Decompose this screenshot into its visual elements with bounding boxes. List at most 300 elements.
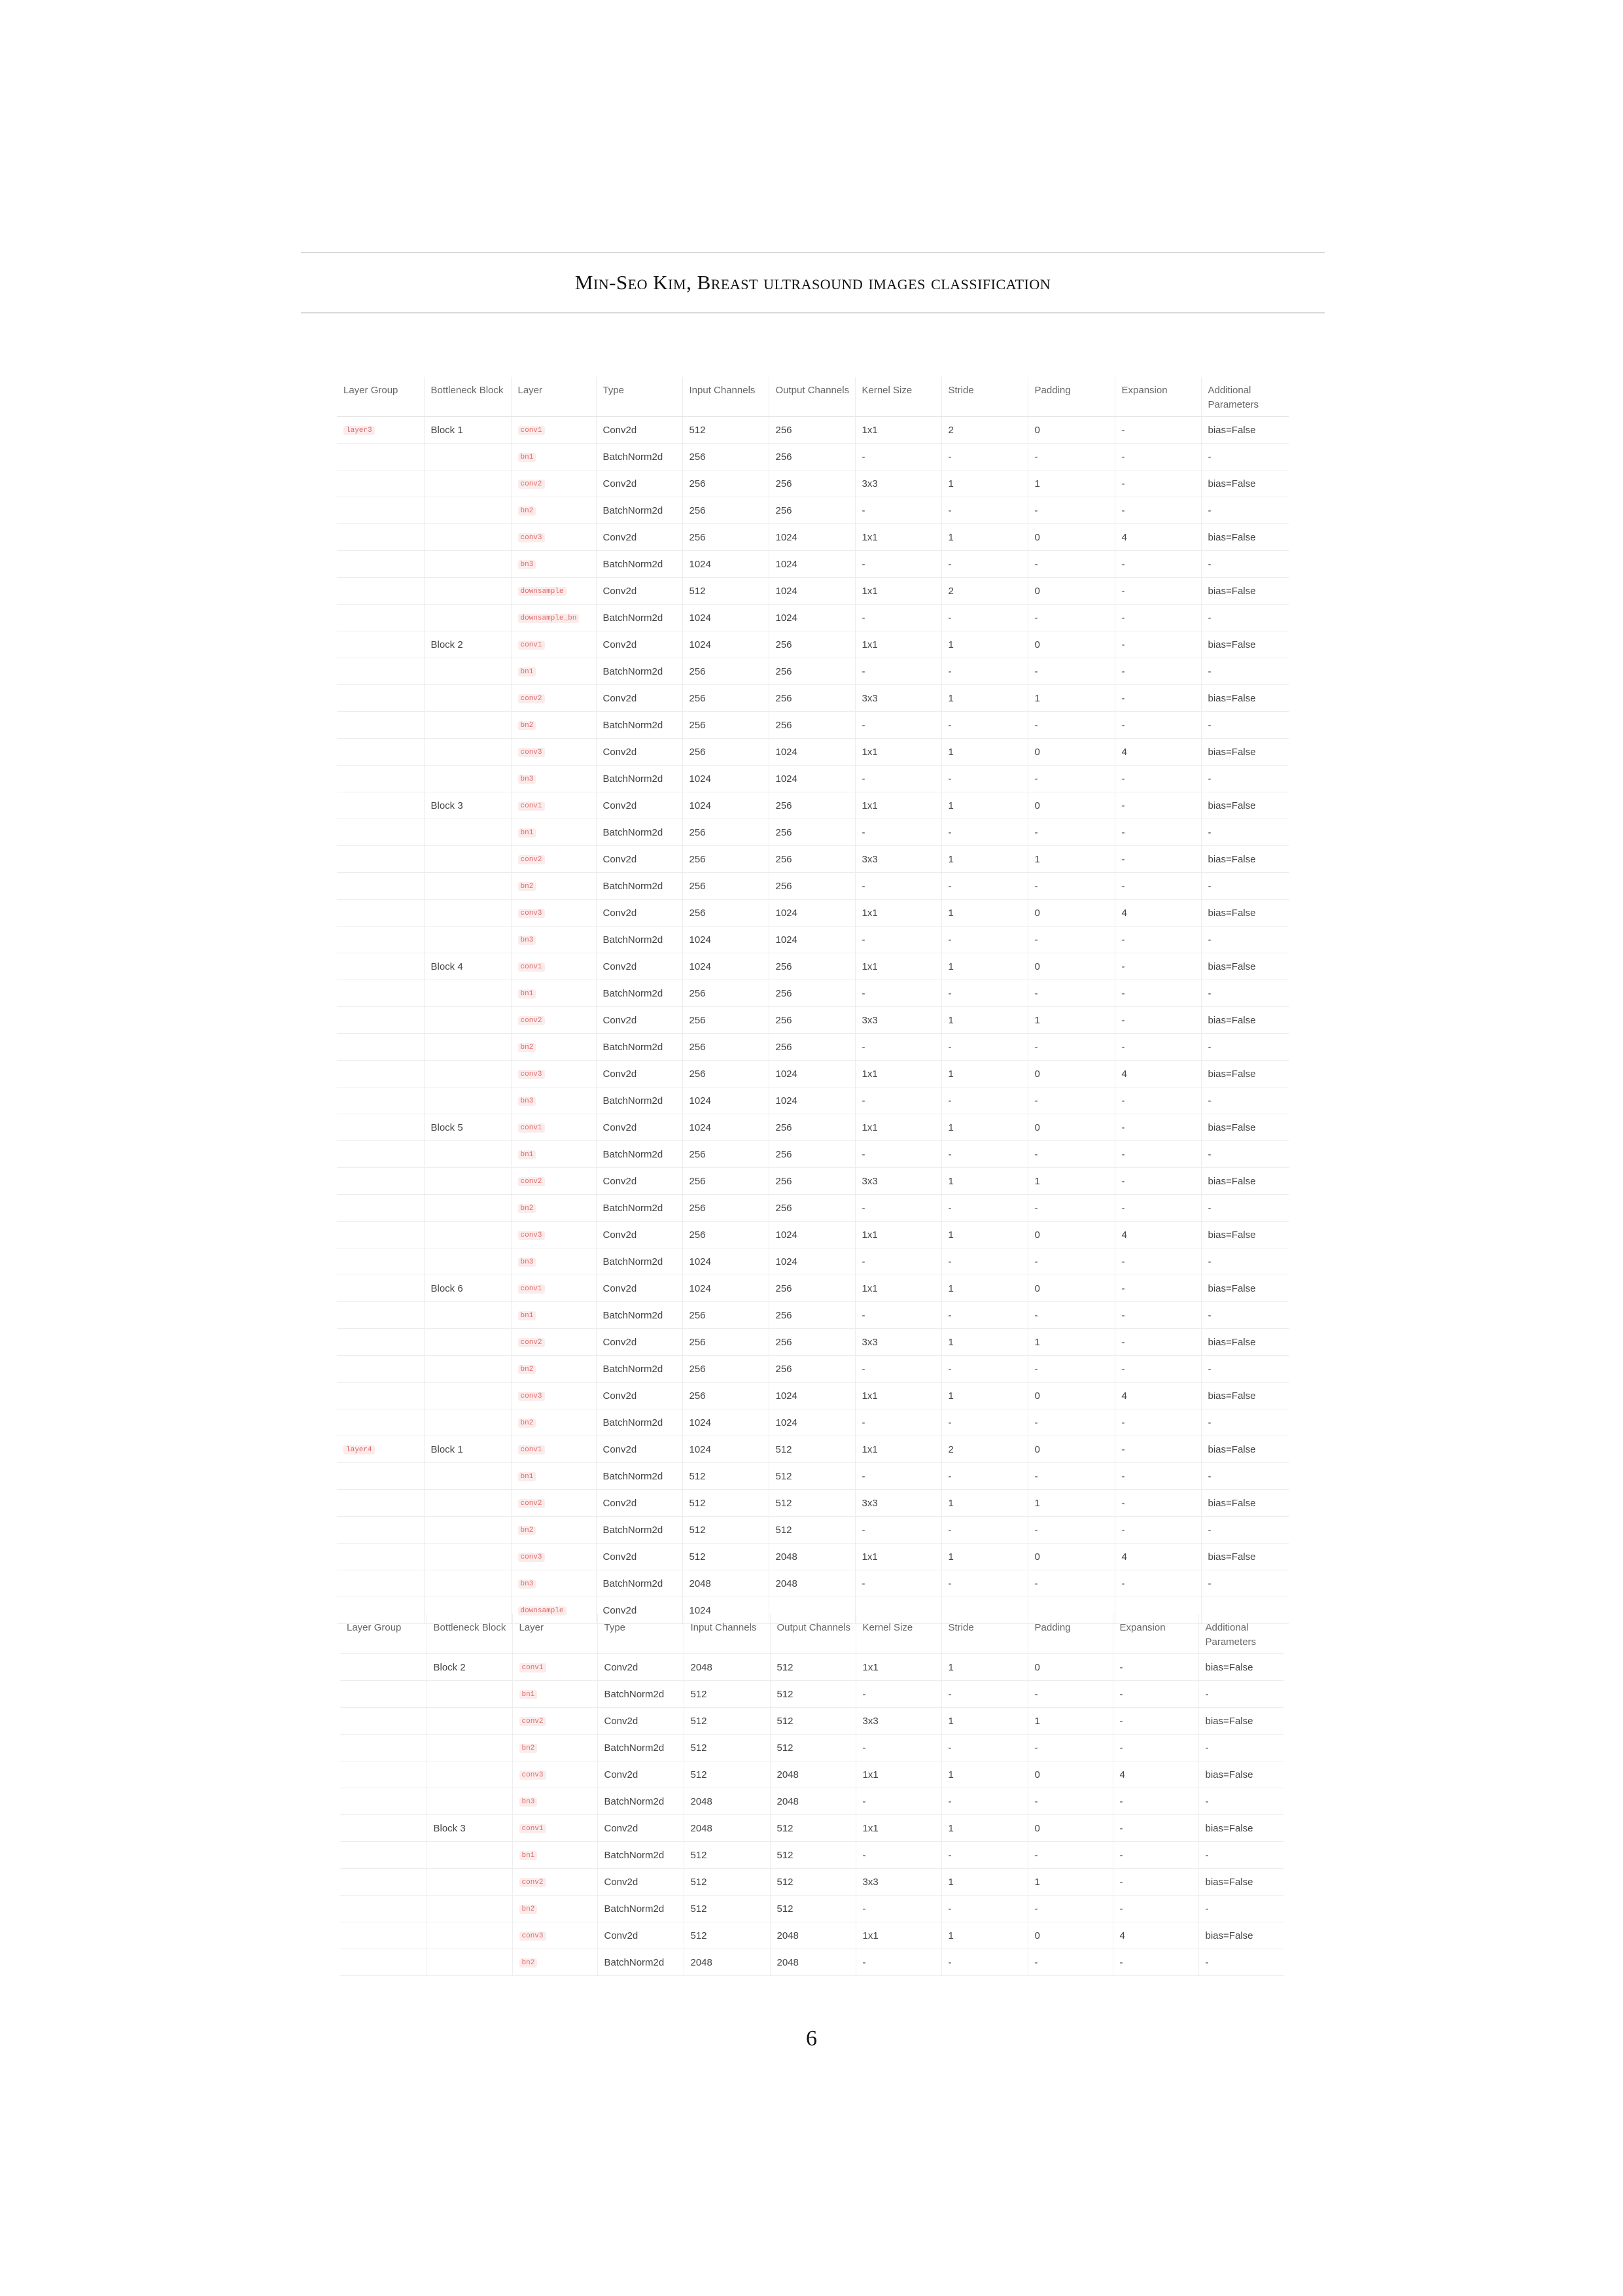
table-cell: - [1201,1570,1289,1597]
table-cell [337,497,424,524]
table-cell: - [1198,1949,1283,1976]
table-cell: Conv2d [596,1168,682,1195]
table-row [337,1383,1289,1409]
table-row [337,497,1289,524]
table-cell [512,1735,597,1761]
table-row [340,1681,1283,1708]
table-cell: - [1201,551,1289,578]
table-row [337,1222,1289,1248]
table-cell: 256 [769,444,855,470]
table-cell: 512 [682,578,769,605]
table-cell [337,658,424,685]
table-cell [424,1087,511,1114]
table-cell: Block 1 [424,417,511,444]
table-cell: 1 [1028,1490,1115,1517]
table-cell: - [1115,685,1201,712]
layer-name-tag: bn2 [518,721,536,730]
table-cell [427,1735,512,1761]
table-cell [511,444,596,470]
table-cell [424,1302,511,1329]
table-cell: Conv2d [596,1597,682,1624]
table-cell: 256 [682,819,769,846]
table-cell [424,551,511,578]
table-cell [337,524,424,551]
table-cell: - [1115,605,1201,631]
table-cell: Conv2d [596,417,682,444]
layer-name-tag: conv1 [518,1123,545,1133]
table-row [337,953,1289,980]
layer-name-tag: bn1 [518,453,536,462]
table-cell: bias=False [1201,524,1289,551]
table-cell: - [941,927,1028,953]
table-cell: 256 [682,1168,769,1195]
table-cell: - [855,551,941,578]
table-cell [512,1869,597,1896]
table-row [337,712,1289,739]
table-cell: - [941,1788,1028,1815]
table-cell: BatchNorm2d [596,873,682,900]
table-cell [424,470,511,497]
table-cell: - [941,1949,1028,1976]
table-cell [424,1034,511,1061]
table-cell [337,766,424,792]
table-cell [511,578,596,605]
table-cell: 1 [941,1708,1028,1735]
table-cell [511,1248,596,1275]
table-cell: 256 [682,1061,769,1087]
table-cell: 256 [769,658,855,685]
layer-name-tag: conv3 [518,1392,545,1401]
table-cell: 1 [941,1383,1028,1409]
table-row [337,444,1289,470]
layer-name-tag: bn1 [518,828,536,838]
table-row [337,792,1289,819]
table-cell: 1x1 [855,631,941,658]
table-cell: 4 [1115,739,1201,766]
table-cell: 3x3 [855,1007,941,1034]
table-cell: bias=False [1198,1654,1283,1681]
column-header: Kernel Size [855,377,941,417]
table-cell: Conv2d [596,1383,682,1409]
table-cell: 256 [769,497,855,524]
table-cell: 512 [682,1544,769,1570]
table-cell [424,605,511,631]
table-cell: 256 [682,497,769,524]
table-cell: Conv2d [596,1061,682,1087]
table-cell: bias=False [1201,1436,1289,1463]
table-cell: 1024 [769,605,855,631]
table-cell: 1x1 [855,578,941,605]
table-cell [511,1490,596,1517]
column-header: Layer Group [340,1614,427,1654]
table-cell: 1x1 [855,1436,941,1463]
table-cell [511,1195,596,1222]
table-cell: 1024 [769,739,855,766]
table-cell: 2048 [769,1570,855,1597]
table-cell [337,470,424,497]
table-row [337,1570,1289,1597]
table-cell: - [941,497,1028,524]
layer-name-tag: bn2 [518,1526,536,1535]
table-row [340,1708,1283,1735]
table-row [337,1141,1289,1168]
table-cell: 0 [1028,631,1115,658]
table-cell: 512 [769,1517,855,1544]
table-cell: - [941,1195,1028,1222]
running-title: Min-Seo Kim, Breast ultrasound images classification [574,271,1051,294]
column-header: Expansion [1113,1614,1198,1654]
layer-name-tag: bn2 [518,1419,536,1428]
table-cell: 1024 [682,605,769,631]
table-cell: - [1115,1302,1201,1329]
table-cell [337,551,424,578]
table-cell [424,1222,511,1248]
table-cell: 4 [1115,1383,1201,1409]
table-cell: Conv2d [597,1708,684,1735]
table-cell: 256 [682,1329,769,1356]
table-cell: 256 [682,846,769,873]
table-row [340,1735,1283,1761]
table-cell: - [1028,819,1115,846]
table-cell: 0 [1028,739,1115,766]
table-cell: - [1201,873,1289,900]
layer-name-tag: bn2 [518,1204,536,1213]
table-cell: - [941,1248,1028,1275]
table-row [337,1275,1289,1302]
table-cell: - [1201,766,1289,792]
table-cell: - [855,927,941,953]
table-cell [337,1061,424,1087]
layer-name-tag: conv2 [519,1878,546,1887]
table-cell: 1x1 [855,792,941,819]
table-cell: - [1201,819,1289,846]
table-cell: 2048 [769,1544,855,1570]
table-row [340,1654,1283,1681]
table-cell [340,1708,427,1735]
table-cell [424,873,511,900]
table-cell: - [1115,1275,1201,1302]
table-cell [511,1222,596,1248]
table-cell: 256 [682,739,769,766]
table-cell: - [1115,980,1201,1007]
table-cell: - [855,712,941,739]
table-cell: - [1028,873,1115,900]
table-cell [511,846,596,873]
layer-name-tag: conv3 [518,1231,545,1240]
table-cell: - [941,551,1028,578]
table-cell: 2048 [684,1788,770,1815]
table-cell: 1 [941,1490,1028,1517]
table-cell: - [941,873,1028,900]
table-cell: 1 [941,631,1028,658]
table-cell [337,1275,424,1302]
table-cell: - [1115,819,1201,846]
table-cell [337,980,424,1007]
table-cell: - [1115,846,1201,873]
table-row [337,819,1289,846]
table-cell [424,1061,511,1087]
table-cell: 1024 [769,1087,855,1114]
table-cell: 2 [941,1436,1028,1463]
table-body [337,417,1289,1624]
table-cell: - [1028,1463,1115,1490]
layer-name-tag: conv3 [518,533,545,542]
layer-group-tag: layer4 [343,1445,375,1455]
table-cell: 512 [769,1463,855,1490]
table-cell: - [855,766,941,792]
table-cell: - [1115,1114,1201,1141]
table-cell: bias=False [1201,1007,1289,1034]
table-cell: Conv2d [596,578,682,605]
table-cell: - [1113,1735,1198,1761]
table-cell [511,819,596,846]
table-cell: - [941,1087,1028,1114]
table-cell: 1 [941,739,1028,766]
layer-name-tag: bn3 [518,775,536,784]
table-cell: 1024 [769,524,855,551]
table-cell: - [1028,927,1115,953]
table-cell: 512 [684,1842,770,1869]
table-cell: - [941,1570,1028,1597]
table-cell [424,900,511,927]
table-cell [337,1302,424,1329]
table-cell [424,1409,511,1436]
table-cell: Block 4 [424,953,511,980]
table-cell: - [1115,953,1201,980]
table-cell [340,1896,427,1922]
table-cell: 1024 [769,1409,855,1436]
table-cell: - [1113,1654,1198,1681]
layer-name-tag: bn3 [518,1258,536,1267]
table-cell [337,819,424,846]
table-cell [424,1195,511,1222]
table-cell: 256 [769,819,855,846]
table-cell: - [856,1735,941,1761]
table-cell: BatchNorm2d [596,1302,682,1329]
table-cell: 4 [1113,1761,1198,1788]
table-cell [337,1570,424,1597]
column-header: Layer [511,377,596,417]
table-cell: Block 3 [427,1815,512,1842]
table-cell: 256 [682,658,769,685]
table-cell: - [1201,1356,1289,1383]
table-cell [337,1222,424,1248]
table-cell [424,685,511,712]
table-cell [511,658,596,685]
column-header: Input Channels [684,1614,770,1654]
table-cell: 1 [941,1329,1028,1356]
layer-name-tag: bn1 [518,1311,536,1320]
table-cell [424,1383,511,1409]
table-cell: Conv2d [596,524,682,551]
column-header: Type [597,1614,684,1654]
column-header: Bottleneck Block [427,1614,512,1654]
table-cell: 1 [941,900,1028,927]
table-cell: bias=False [1201,1544,1289,1570]
table-cell: 1 [941,1168,1028,1195]
table-cell: BatchNorm2d [596,444,682,470]
running-header [301,252,1325,313]
table-cell [511,1141,596,1168]
table-cell: - [1198,1788,1283,1815]
table-cell: 1 [941,1815,1028,1842]
table-cell: 512 [770,1869,856,1896]
table-cell: 0 [1028,1654,1113,1681]
table-cell: 1x1 [855,1222,941,1248]
table-cell: Conv2d [596,1490,682,1517]
table-cell: 1x1 [855,953,941,980]
table-row [337,551,1289,578]
table-cell: bias=False [1201,1383,1289,1409]
table-cell: - [941,1842,1028,1869]
table-cell: 256 [769,1329,855,1356]
table-cell: 256 [682,470,769,497]
table-cell: 512 [770,1896,856,1922]
table-cell [424,1007,511,1034]
table-row [337,524,1289,551]
table-cell: 0 [1028,1114,1115,1141]
table-row [340,1949,1283,1976]
table-cell: - [1028,658,1115,685]
table-cell [340,1842,427,1869]
table-cell: - [1028,497,1115,524]
table-cell: - [855,1248,941,1275]
layer-name-tag: conv1 [518,1284,545,1294]
table-cell: 0 [1028,900,1115,927]
table-cell [511,766,596,792]
layer-name-tag: conv1 [518,426,545,435]
table-cell: 2048 [684,1654,770,1681]
table-cell: - [1115,578,1201,605]
table-cell: 256 [769,470,855,497]
table-cell [424,927,511,953]
table-cell [337,792,424,819]
table-cell [337,1463,424,1490]
table-cell: - [855,1302,941,1329]
table-cell [337,1436,424,1463]
table-cell: 2048 [770,1788,856,1815]
table-cell [511,631,596,658]
table-cell [424,1248,511,1275]
table-cell: 1024 [682,1597,769,1624]
table-cell: bias=False [1201,739,1289,766]
layer-name-tag: conv2 [518,694,545,703]
table-cell: Block 5 [424,1114,511,1141]
layer-name-tag: bn1 [519,1690,538,1699]
table-cell [340,1869,427,1896]
table-row [337,605,1289,631]
table-cell: - [1201,1409,1289,1436]
table-cell: - [855,1463,941,1490]
table-row [337,470,1289,497]
table-cell [424,819,511,846]
table-cell: 2048 [770,1949,856,1976]
table-cell: bias=False [1198,1922,1283,1949]
table-cell: 1 [941,524,1028,551]
table-cell: BatchNorm2d [596,1570,682,1597]
table-cell: 3x3 [855,1490,941,1517]
layer-name-tag: conv1 [519,1663,546,1672]
table-cell: Conv2d [597,1761,684,1788]
layer-table-1 [337,377,1289,1624]
table-cell: 1 [1028,1329,1115,1356]
table-cell [337,1168,424,1195]
table-cell: 1 [1028,470,1115,497]
table-cell: - [855,605,941,631]
layer-name-tag: bn1 [518,989,536,998]
table-row [337,1302,1289,1329]
table-cell [424,1168,511,1195]
table-cell: Block 6 [424,1275,511,1302]
table-cell: 4 [1113,1922,1198,1949]
table-body [340,1654,1283,1976]
table-row [337,1034,1289,1061]
table-cell [424,1356,511,1383]
table-cell: - [855,1195,941,1222]
table-cell [511,1463,596,1490]
table-cell: - [941,1302,1028,1329]
table-cell [512,1949,597,1976]
table-cell: - [941,1141,1028,1168]
table-cell [511,1383,596,1409]
table-cell: - [1115,766,1201,792]
table-cell [511,792,596,819]
table-cell: - [1201,1195,1289,1222]
table-cell: 512 [770,1842,856,1869]
table-cell [511,1517,596,1544]
table-cell: 1024 [769,766,855,792]
table-cell: 512 [684,1708,770,1735]
column-header: Padding [1028,377,1115,417]
table-cell [337,927,424,953]
table-cell [337,1490,424,1517]
table-cell: 1024 [769,1248,855,1275]
table-cell: - [1201,1087,1289,1114]
table-cell: 1 [941,1007,1028,1034]
table-cell: 1x1 [855,1383,941,1409]
table-cell: 4 [1115,1544,1201,1570]
table-cell: - [1198,1735,1283,1761]
table-cell: 256 [682,712,769,739]
table-cell: bias=False [1201,1061,1289,1087]
layer-name-tag: bn3 [518,936,536,945]
table-cell: 1 [1028,1708,1113,1735]
table-cell: - [941,1356,1028,1383]
table-cell: BatchNorm2d [596,1141,682,1168]
table-cell: 1024 [769,927,855,953]
table-cell: 1 [941,1061,1028,1087]
table-cell: - [1201,980,1289,1007]
table-cell: 256 [769,1195,855,1222]
table-cell [337,900,424,927]
table-cell: - [1115,658,1201,685]
table-cell: - [1028,605,1115,631]
table-cell [337,873,424,900]
table-cell: 2 [941,417,1028,444]
table-cell: - [1201,1517,1289,1544]
table-cell: - [1115,1034,1201,1061]
table-cell: 256 [682,980,769,1007]
table-cell [511,1409,596,1436]
table-cell: 3x3 [856,1708,941,1735]
column-header: Additional Parameters [1201,377,1289,417]
table-cell: - [1201,1034,1289,1061]
table-cell: - [1028,1302,1115,1329]
table-cell: 256 [769,685,855,712]
layer-name-tag: conv1 [518,1445,545,1455]
table-cell [511,900,596,927]
table-cell: BatchNorm2d [596,1087,682,1114]
